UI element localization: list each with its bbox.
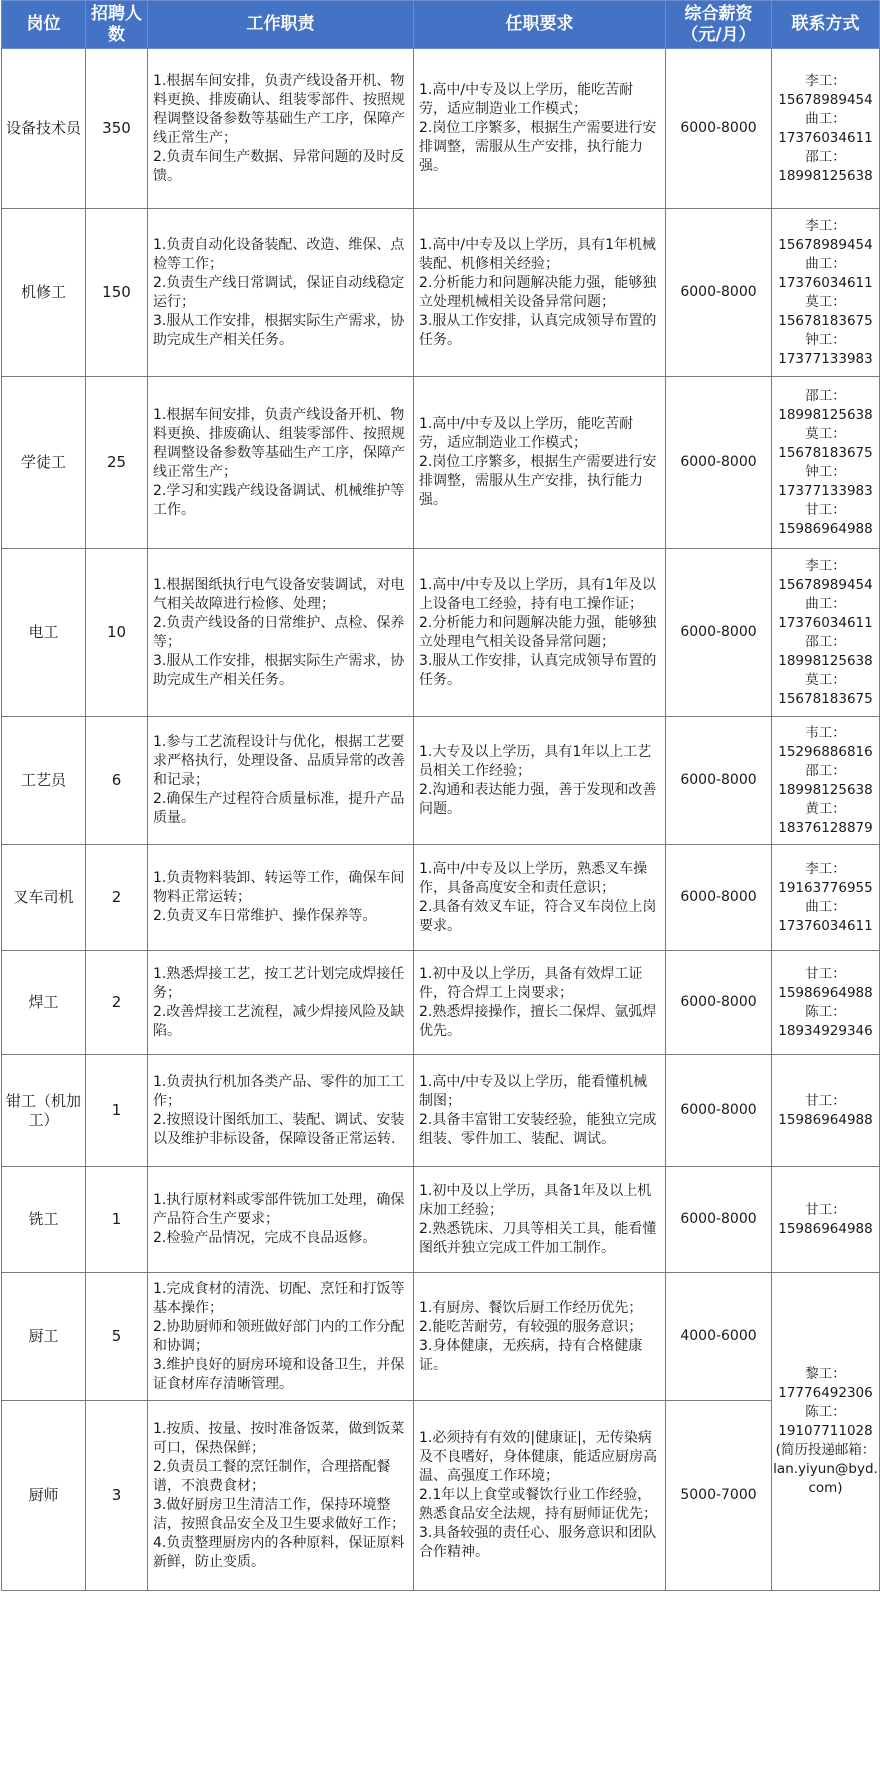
table-row: [2, 209, 880, 377]
position-cell: 焊工: [2, 951, 86, 1055]
contact-line: 甘工：: [805, 501, 846, 518]
contact-cell: [772, 717, 880, 845]
requirement-item: 2.能吃苦耐劳，有较强的服务意识；: [419, 1318, 643, 1335]
table-row: [2, 377, 880, 549]
contact-line: 15986964988: [778, 520, 873, 537]
duties-cell: [148, 209, 414, 377]
duty-item: 1.负责自动化设备装配、改造、维保、点检等工作；: [153, 236, 405, 272]
requirements-cell: [414, 845, 666, 951]
table-row: [2, 845, 880, 951]
duty-item: 2.负责车间生产数据、异常问题的及时反馈。: [153, 148, 405, 184]
requirement-item: 3.具备较强的责任心、服务意识和团队合作精神。: [419, 1525, 657, 1560]
contact-line: 18934929346: [778, 1022, 873, 1039]
salary-cell: 6000-8000: [666, 717, 772, 845]
position-cell: 铣工: [2, 1167, 86, 1273]
requirement-item: 2.沟通和表达能力强，善于发现和改善问题。: [419, 781, 657, 817]
requirement-item: 1.高中/中专及以上学历，熟悉叉车操作，具备高度安全和责任意识；: [419, 860, 648, 896]
contact-line: 黄工：: [805, 800, 846, 817]
salary-cell: 6000-8000: [666, 845, 772, 951]
contact-line: 15678183675: [778, 312, 873, 329]
duties-cell: [148, 1055, 414, 1167]
contact-line: 莫工：: [805, 671, 846, 688]
contact-line: lan.yiyun@byd.com): [773, 1461, 878, 1496]
contact-cell: [772, 549, 880, 717]
header-salary: 综合薪资（元/月）: [666, 1, 772, 49]
salary-cell: 6000-8000: [666, 49, 772, 209]
contact-cell: [772, 49, 880, 209]
requirements-cell: [414, 1401, 666, 1591]
contact-line: 曲工：: [805, 898, 846, 915]
requirements-cell: [414, 717, 666, 845]
contact-cell: [772, 1055, 880, 1167]
requirement-item: 1.高中/中专及以上学历，能看懂机械制图；: [419, 1073, 648, 1109]
salary-cell: 5000-7000: [666, 1401, 772, 1591]
requirement-item: 2.熟悉焊接操作，擅长二保焊、氩弧焊优先。: [419, 1003, 657, 1039]
contact-line: 15678989454: [778, 236, 873, 253]
position-cell: 电工: [2, 549, 86, 717]
requirement-item: 3.服从工作安排，认真完成领导布置的任务。: [419, 312, 657, 348]
contact-line: 15678183675: [778, 444, 873, 461]
contact-line: 甘工：: [805, 1092, 846, 1109]
table-row: [2, 1273, 880, 1401]
requirement-item: 2.分析能力和问题解决能力强，能够独立处理电气相关设备异常问题；: [419, 614, 657, 650]
duty-item: 3.服从工作安排，根据实际生产需求，协助完成生产相关任务。: [153, 652, 405, 688]
position-cell: 厨工: [2, 1273, 86, 1401]
headcount-cell: 2: [86, 951, 148, 1055]
requirement-item: 3.身体健康，无疾病，持有合格健康证。: [419, 1337, 643, 1373]
contact-line: 17776492306: [778, 1385, 873, 1401]
contact-line: 15678183675: [778, 690, 873, 707]
table-row: [2, 951, 880, 1055]
duty-item: 3.服从工作安排，根据实际生产需求，协助完成生产相关任务。: [153, 312, 405, 348]
salary-cell: 6000-8000: [666, 1055, 772, 1167]
duty-item: 2.协助厨师和领班做好部门内的工作分配和协调；: [153, 1318, 405, 1354]
contact-line: 15986964988: [778, 1220, 873, 1237]
requirement-item: 1.高中/中专及以上学历，具有1年及以上设备电工经验，持有电工操作证；: [419, 576, 656, 612]
contact-line: 18998125638: [778, 781, 873, 798]
contact-line: (简历投递邮箱：: [775, 1442, 876, 1458]
contact-line: 韦工：: [805, 724, 846, 741]
duty-item: 2.负责产线设备的日常维护、点检、保养等；: [153, 614, 405, 650]
contact-line: 甘工：: [805, 1201, 846, 1218]
requirements-cell: [414, 1273, 666, 1401]
contact-line: 曲工：: [805, 595, 846, 612]
table-row: [2, 1167, 880, 1273]
contact-line: 陈工：: [805, 1003, 846, 1020]
requirement-item: 1.初中及以上学历，具备有效焊工证件，符合焊工上岗要求；: [419, 965, 643, 1001]
requirement-item: 1.必须持有有效的|健康证|，无传染病及不良嗜好，身体健康，能适应厨房高温、高强度工作环境；: [419, 1430, 657, 1484]
contact-cell: [772, 1273, 880, 1591]
contact-cell: [772, 951, 880, 1055]
requirement-item: 2.具备丰富钳工安装经验，能独立完成组装、零件加工、装配、调试。: [419, 1111, 657, 1147]
contact-line: 曲工：: [805, 255, 846, 272]
duty-item: 1.执行原材料或零部件铣加工处理，确保产品符合生产要求；: [153, 1192, 405, 1227]
requirement-item: 1.初中及以上学历，具备1年及以上机床加工经验；: [419, 1182, 652, 1218]
contact-cell: [772, 209, 880, 377]
position-cell: 钳工（机加工）: [2, 1055, 86, 1167]
header-position: 岗位: [2, 1, 86, 49]
contact-line: 18998125638: [778, 406, 873, 423]
position-cell: 机修工: [2, 209, 86, 377]
salary-cell: 6000-8000: [666, 377, 772, 549]
contact-cell: [772, 845, 880, 951]
duty-item: 3.维护良好的厨房环境和设备卫生，并保证食材库存清晰管理。: [153, 1356, 405, 1392]
contact-line: 陈工：: [805, 1404, 846, 1420]
requirements-cell: [414, 1167, 666, 1273]
duty-item: 2.学习和实践产线设备调试、机械维护等工作。: [153, 482, 405, 518]
duties-cell: [148, 1401, 414, 1591]
requirements-cell: [414, 209, 666, 377]
contact-line: 莫工：: [805, 293, 846, 310]
contact-line: 李工：: [805, 72, 846, 89]
requirement-item: 2.熟悉铣床、刀具等相关工具，能看懂图纸并独立完成工件加工制作。: [419, 1220, 657, 1256]
contact-line: 钟工：: [805, 463, 846, 480]
contact-line: 莫工：: [805, 425, 846, 442]
headcount-cell: 350: [86, 49, 148, 209]
table-row: [2, 1055, 880, 1167]
duties-cell: [148, 377, 414, 549]
requirements-cell: [414, 1055, 666, 1167]
headcount-cell: 1: [86, 1055, 148, 1167]
contact-line: 15986964988: [778, 1111, 873, 1128]
requirement-item: 2.1年以上食堂或餐饮行业工作经验，熟悉食品安全法规，持有厨师证优先；: [419, 1487, 657, 1522]
requirement-item: 2.分析能力和问题解决能力强，能够独立处理机械相关设备异常问题；: [419, 274, 657, 310]
duty-item: 2.负责员工餐的烹饪制作，合理搭配餐谱，不浪费食材；: [153, 1458, 391, 1494]
duty-item: 1.负责物料装卸、转运等工作，确保车间物料正常运转；: [153, 870, 405, 905]
duties-cell: [148, 49, 414, 209]
duty-item: 3.做好厨房卫生清洁工作，保持环境整洁，按照食品安全及卫生要求做好工作；: [153, 1496, 405, 1532]
contact-cell: [772, 1167, 880, 1273]
duty-item: 2.改善焊接工艺流程，减少焊接风险及缺陷。: [153, 1003, 405, 1039]
requirements-cell: [414, 549, 666, 717]
contact-line: 17376034611: [778, 614, 873, 631]
duty-item: 1.根据车间安排，负责产线设备开机、物料更换、排废确认、组装零部件、按照规程调整设备参数等基础生产工序，保障产线正常生产；: [153, 72, 405, 146]
contact-line: 17376034611: [778, 274, 873, 291]
requirement-item: 2.具备有效叉车证，符合叉车岗位上岗要求。: [419, 898, 657, 934]
position-cell: 叉车司机: [2, 845, 86, 951]
contact-line: 17376034611: [778, 129, 873, 146]
header-requirements: 任职要求: [414, 1, 666, 49]
duty-item: 1.熟悉焊接工艺，按工艺计划完成焊接任务；: [153, 965, 405, 1001]
salary-cell: 6000-8000: [666, 951, 772, 1055]
duty-item: 1.完成食材的清洗、切配、烹饪和打饭等基本操作；: [153, 1280, 405, 1316]
contact-line: 17377133983: [778, 482, 873, 499]
contact-line: 17376034611: [778, 917, 873, 934]
table-row: [2, 1401, 880, 1591]
duty-item: 1.根据车间安排，负责产线设备开机、物料更换、排废确认、组装零部件、按照规程调整设备参数等基础生产工序，保障产线正常生产；: [153, 406, 405, 480]
duty-item: 2.按照设计图纸加工、装配、调试、安装以及维护非标设备，保障设备正常运转.: [153, 1111, 405, 1147]
job-table: [1, 0, 880, 1591]
salary-cell: 6000-8000: [666, 549, 772, 717]
duty-item: 2.检验产品情况，完成不良品返修。: [153, 1230, 377, 1246]
requirement-item: 2.岗位工序繁多，根据生产需要进行安排调整，需服从生产安排，执行能力强。: [419, 454, 657, 508]
contact-line: 邵工：: [805, 762, 846, 779]
duties-cell: [148, 717, 414, 845]
contact-line: 钟工：: [805, 331, 846, 348]
duties-cell: [148, 951, 414, 1055]
duty-item: 1.负责执行机加各类产品、零件的加工工作；: [153, 1073, 405, 1109]
duty-item: 4.负责整理厨房内的各种原料，保证原料新鲜，防止变质。: [153, 1534, 405, 1570]
contact-line: 19163776955: [778, 879, 873, 896]
contact-cell: [772, 377, 880, 549]
position-cell: 工艺员: [2, 717, 86, 845]
contact-line: 15678989454: [778, 91, 873, 108]
headcount-cell: 1: [86, 1167, 148, 1273]
position-cell: 厨师: [2, 1401, 86, 1591]
headcount-cell: 2: [86, 845, 148, 951]
contact-line: 19107711028: [778, 1423, 873, 1439]
table-row: [2, 549, 880, 717]
duty-item: 2.确保生产过程符合质量标准，提升产品质量。: [153, 791, 405, 826]
salary-cell: 6000-8000: [666, 209, 772, 377]
contact-line: 甘工：: [805, 965, 846, 982]
salary-cell: 4000-6000: [666, 1273, 772, 1401]
requirement-item: 3.服从工作安排，认真完成领导布置的任务。: [419, 652, 657, 688]
contact-line: 15678989454: [778, 576, 873, 593]
requirement-item: 1.高中/中专及以上学历，能吃苦耐劳，适应制造业工作模式；: [419, 416, 634, 451]
salary-cell: 6000-8000: [666, 1167, 772, 1273]
contact-line: 18998125638: [778, 167, 873, 184]
contact-line: 李工：: [805, 860, 846, 877]
duty-item: 1.按质、按量、按时准备饭菜，做到饭菜可口，保热保鲜；: [153, 1420, 405, 1456]
table-row: [2, 717, 880, 845]
contact-line: 黎工：: [805, 1366, 846, 1382]
header-contact: 联系方式: [772, 1, 880, 49]
duty-item: 1.根据图纸执行电气设备安装调试，对电气相关故障进行检修、处理；: [153, 576, 405, 612]
duties-cell: [148, 845, 414, 951]
headcount-cell: 25: [86, 377, 148, 549]
headcount-cell: 150: [86, 209, 148, 377]
contact-line: 李工：: [805, 557, 846, 574]
duty-item: 1.参与工艺流程设计与优化，根据工艺要求严格执行，处理设备、品质异常的改善和记录；: [153, 734, 405, 788]
requirements-cell: [414, 49, 666, 209]
requirement-item: 1.高中/中专及以上学历，能吃苦耐劳，适应制造业工作模式；: [419, 82, 634, 117]
headcount-cell: 3: [86, 1401, 148, 1591]
contact-line: 18998125638: [778, 652, 873, 669]
duties-cell: [148, 1167, 414, 1273]
contact-line: 曲工：: [805, 110, 846, 127]
duties-cell: [148, 549, 414, 717]
header-duties: 工作职责: [148, 1, 414, 49]
contact-line: 15986964988: [778, 984, 873, 1001]
position-cell: 设备技术员: [2, 49, 86, 209]
headcount-cell: 5: [86, 1273, 148, 1401]
contact-line: 18376128879: [778, 819, 873, 836]
requirement-item: 1.大专及以上学历，具有1年以上工艺员相关工作经验；: [419, 743, 652, 779]
requirements-cell: [414, 951, 666, 1055]
contact-line: 邵工：: [805, 148, 846, 165]
requirement-item: 2.岗位工序繁多，根据生产需要进行安排调整，需服从生产安排，执行能力强。: [419, 120, 657, 174]
header-headcount: 招聘人数: [86, 1, 148, 49]
table-row: [2, 49, 880, 209]
requirement-item: 1.有厨房、餐饮后厨工作经历优先；: [419, 1299, 643, 1316]
requirements-cell: [414, 377, 666, 549]
contact-line: 李工：: [805, 217, 846, 234]
headcount-cell: 6: [86, 717, 148, 845]
duty-item: 2.负责叉车日常维护、操作保养等。: [153, 908, 377, 924]
duty-item: 2.负责生产线日常调试，保证自动线稳定运行；: [153, 274, 405, 310]
headcount-cell: 10: [86, 549, 148, 717]
contact-line: 邵工：: [805, 387, 846, 404]
contact-line: 15296886816: [778, 743, 873, 760]
header-row: [2, 1, 880, 49]
contact-line: 17377133983: [778, 350, 873, 367]
position-cell: 学徒工: [2, 377, 86, 549]
requirement-item: 1.高中/中专及以上学历，具有1年机械装配、机修相关经验；: [419, 236, 656, 272]
contact-line: 邵工：: [805, 633, 846, 650]
duties-cell: [148, 1273, 414, 1401]
